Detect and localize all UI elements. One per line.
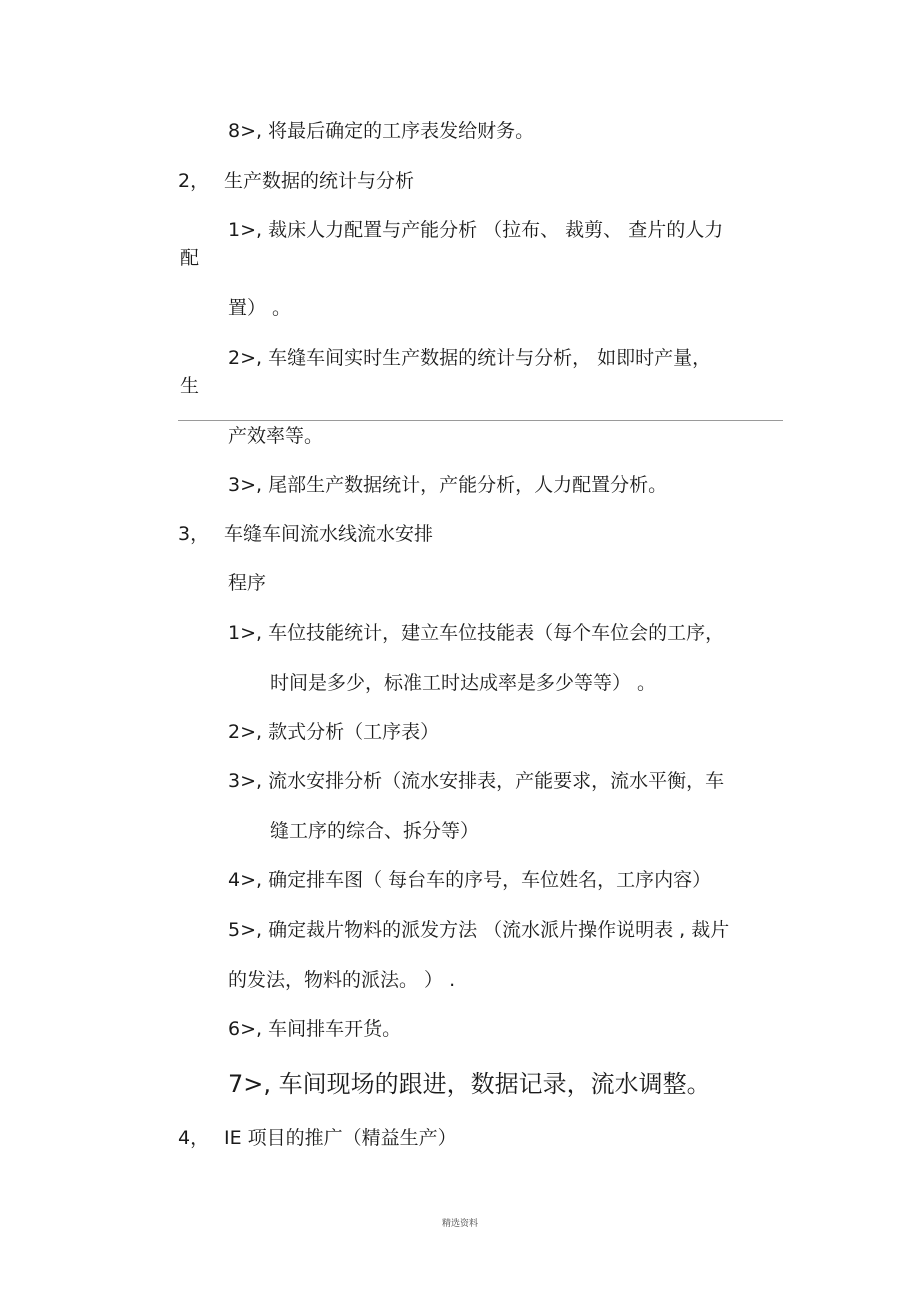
page-footer: 精选资料 [441,1219,478,1229]
section-2-item-1-wrap: 配 [180,247,200,269]
section-3-item-5-cont: 的发法，物料的派法。 ） . [228,969,456,991]
section-3-item-1-cont: 时间是多少，标准工时达成率是多少等等） 。 [270,672,657,694]
step-8-line: 8>, 将最后确定的工序表发给财务。 [228,120,535,142]
section-4-heading: IE 项目的推广（精益生产） [224,1127,457,1149]
section-3-item-4: 4>, 确定排车图（ 每台车的序号，车位姓名，工序内容） [228,869,712,891]
section-2-item-1-cont: 置） 。 [228,297,292,319]
section-3-item-6: 6>, 车间排车开货。 [228,1018,402,1040]
section-3-item-3-cont: 缝工序的综合、拆分等） [270,820,480,842]
section-3-item-7: 7>, 车间现场的跟进，数据记录，流水调整。 [228,1070,711,1098]
section-2-item-1: 1>, 裁床人力配置与产能分析 （拉布、 裁剪、 查片的人力 [228,219,724,241]
section-4-number: 4， [178,1127,210,1149]
page-break-rule [178,420,783,421]
section-3-subheading: 程序 [228,572,267,594]
section-3-item-5: 5>, 确定裁片物料的派发方法 （流水派片操作说明表 , 裁片 [228,919,730,941]
section-2-heading: 生产数据的统计与分析 [224,170,415,192]
section-3-number: 3， [178,523,210,545]
section-3-item-3: 3>, 流水安排分析（流水安排表，产能要求，流水平衡，车 [228,770,725,792]
section-2-item-2-wrap: 生 [180,375,200,397]
section-3-item-2: 2>, 款式分析（工序表） [228,721,440,743]
section-3-item-1: 1>, 车位技能统计，建立车位技能表（每个车位会的工序， [228,622,725,644]
section-2-number: 2， [178,170,210,192]
section-2-item-2: 2>, 车缝车间实时生产数据的统计与分析， 如即时产量， [228,347,712,369]
section-2-item-3: 3>, 尾部生产数据统计，产能分析，人力配置分析。 [228,474,668,496]
section-2-item-2-cont: 产效率等。 [228,425,324,447]
section-3-heading: 车缝车间流水线流水安排 [224,523,434,545]
